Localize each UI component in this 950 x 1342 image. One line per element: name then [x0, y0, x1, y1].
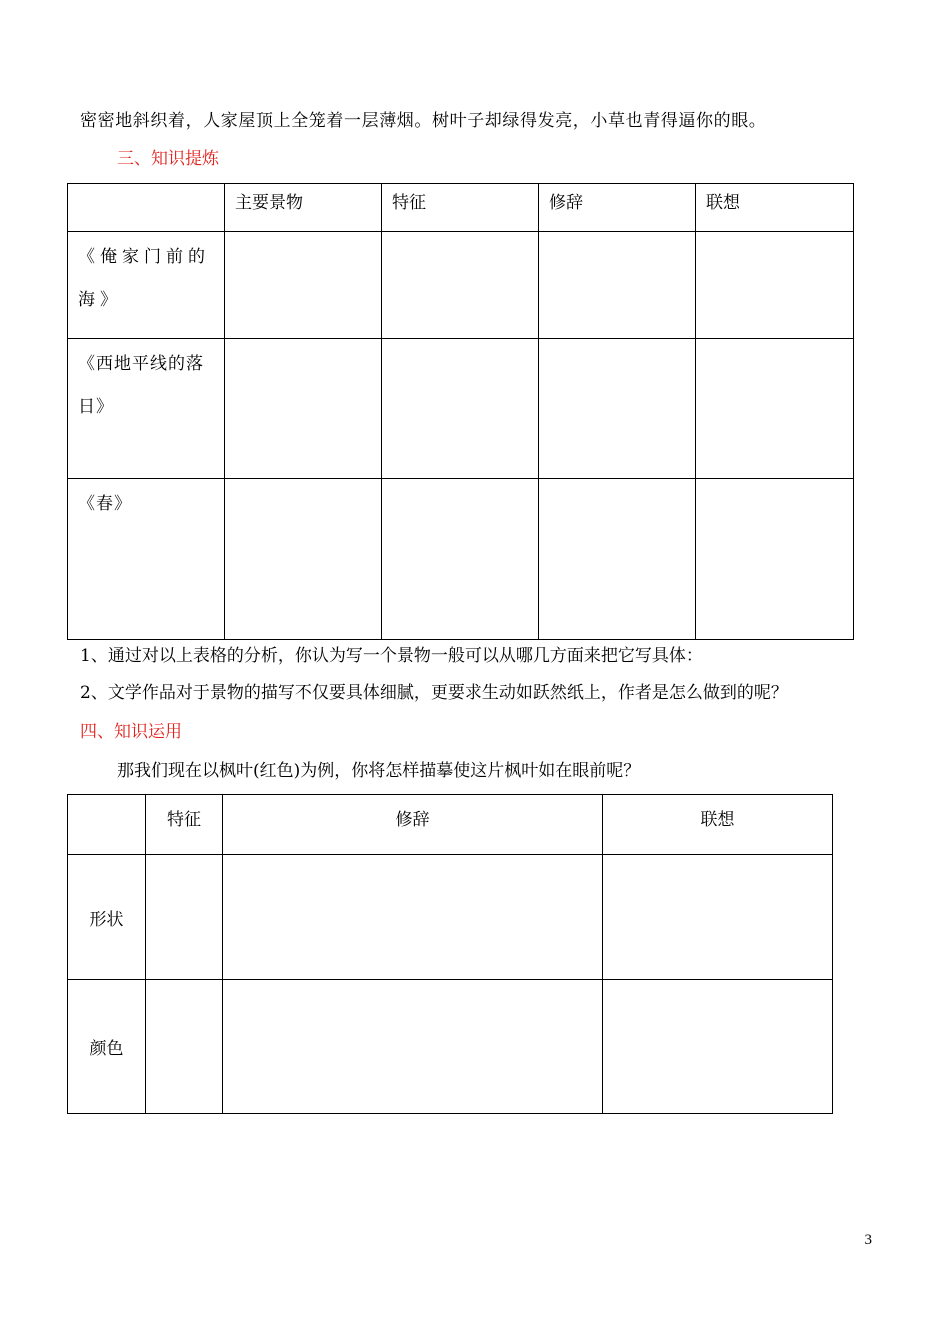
header-cell-main-scenery: 主要景物	[225, 184, 382, 232]
answer-cell[interactable]	[223, 855, 603, 980]
row-label-cell: 《西地平线的落日》	[68, 339, 225, 479]
intro-line: 密密地斜织着，人家屋顶上全笼着一层薄烟。树叶子却绿得发亮，小草也青得逼你的眼。	[80, 111, 767, 131]
header-cell-features: 特征	[146, 795, 223, 855]
maple-leaf-table	[67, 794, 833, 1114]
question-1: 1、通过对以上表格的分析，你认为写一个景物一般可以从哪几方面来把它写具体：	[80, 646, 703, 666]
answer-cell[interactable]	[225, 339, 382, 479]
row-label-color: 颜色	[68, 980, 146, 1114]
answer-cell[interactable]	[539, 339, 696, 479]
header-cell-empty	[68, 795, 146, 855]
table-header-row	[68, 184, 854, 232]
row-label-cell: 《春》	[68, 479, 225, 640]
answer-cell[interactable]	[539, 479, 696, 640]
answer-cell[interactable]	[382, 339, 539, 479]
row-label-shape: 形状	[68, 855, 146, 980]
table-row	[68, 980, 833, 1114]
answer-cell[interactable]	[382, 479, 539, 640]
answer-cell[interactable]	[146, 980, 223, 1114]
table-row	[68, 855, 833, 980]
answer-cell[interactable]	[696, 479, 854, 640]
table-row	[68, 479, 854, 640]
section4-prompt: 那我们现在以枫叶(红色)为例，你将怎样描摹使这片枫叶如在眼前呢？	[117, 761, 641, 781]
page-number: 3	[864, 1232, 872, 1248]
header-cell-rhetoric: 修辞	[223, 795, 603, 855]
section3-heading: 三、知识提炼	[117, 149, 219, 169]
row-label-cell: 《俺家门前的海》	[68, 232, 225, 339]
header-cell-rhetoric: 修辞	[539, 184, 696, 232]
answer-cell[interactable]	[603, 980, 833, 1114]
answer-cell[interactable]	[603, 855, 833, 980]
question-2: 2、文学作品对于景物的描写不仅要具体细腻，更要求生动如跃然纸上，作者是怎么做到的呢？	[80, 683, 788, 703]
answer-cell[interactable]	[225, 232, 382, 339]
section4-heading: 四、知识运用	[80, 722, 182, 742]
table-row	[68, 232, 854, 339]
header-cell-features: 特征	[382, 184, 539, 232]
answer-cell[interactable]	[696, 339, 854, 479]
table-row	[68, 339, 854, 479]
answer-cell[interactable]	[146, 855, 223, 980]
table-header-row	[68, 795, 833, 855]
answer-cell[interactable]	[382, 232, 539, 339]
knowledge-table	[67, 183, 854, 640]
header-cell-association: 联想	[696, 184, 854, 232]
header-cell-association: 联想	[603, 795, 833, 855]
answer-cell[interactable]	[539, 232, 696, 339]
answer-cell[interactable]	[696, 232, 854, 339]
answer-cell[interactable]	[225, 479, 382, 640]
header-cell-empty	[68, 184, 225, 232]
answer-cell[interactable]	[223, 980, 603, 1114]
